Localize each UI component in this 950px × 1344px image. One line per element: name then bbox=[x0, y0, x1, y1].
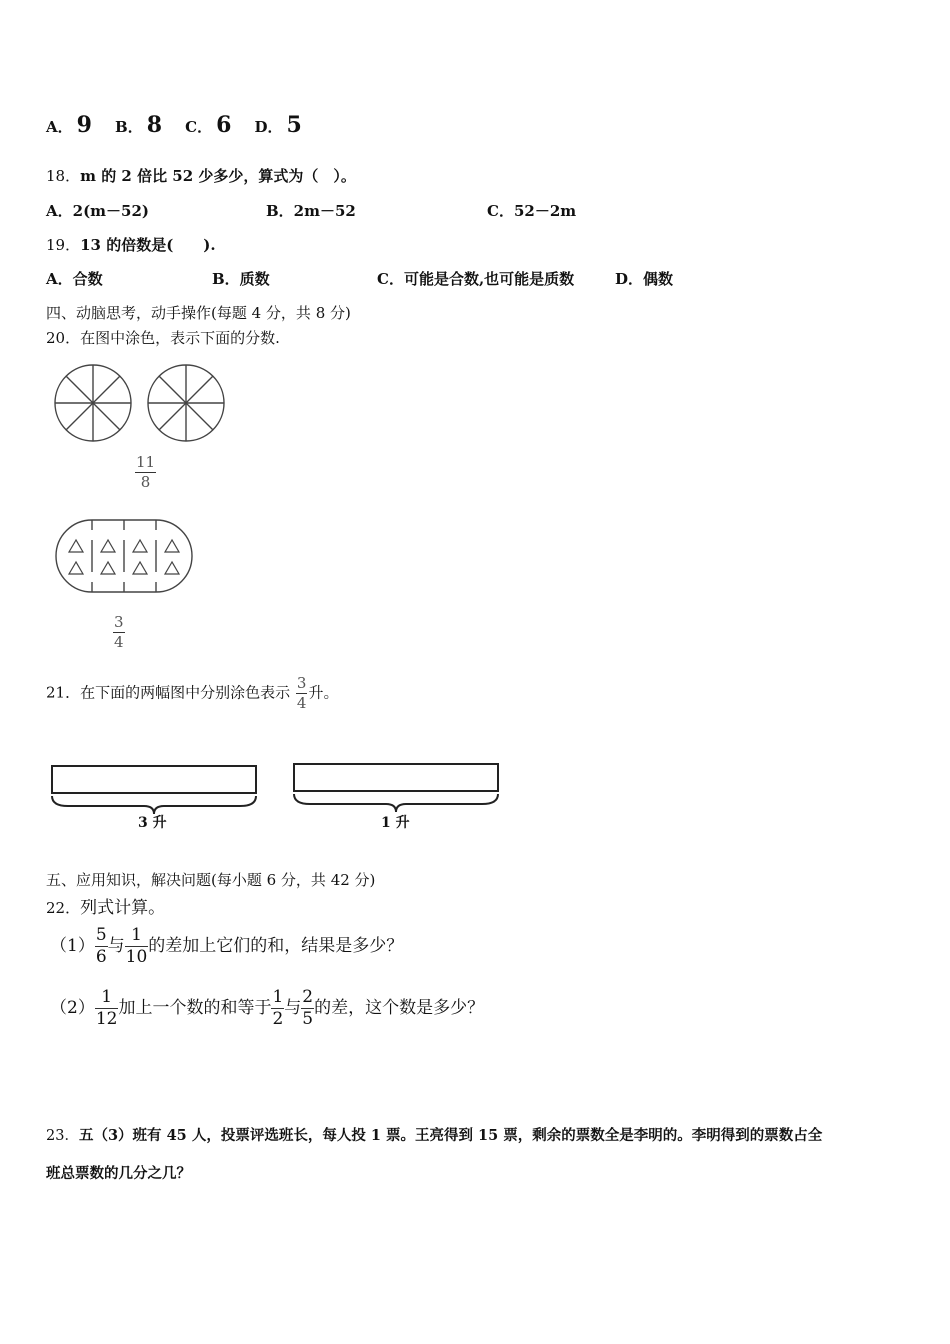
q23-line-2: 班总票数的几分之几？ bbox=[46, 1165, 191, 1182]
q20-text: 在图中涂色，表示下面的分数. bbox=[80, 329, 280, 347]
q22-part-1-fraction-2-numerator: 1 bbox=[125, 927, 149, 947]
q19-text: 13 的倍数是( ). bbox=[80, 236, 216, 254]
q20-stem bbox=[46, 327, 280, 348]
q22-part-2-mid-1: 加上一个数的和等于 bbox=[118, 998, 272, 1018]
q20-fraction-1-numerator: 11 bbox=[136, 453, 156, 471]
q17-option-c-label: C． bbox=[185, 118, 213, 136]
q23-number: 23． bbox=[46, 1128, 79, 1144]
section-4-title: 四、动脑思考，动手操作(每题 4 分，共 8 分) bbox=[46, 304, 351, 322]
q22-part-2-mid-2: 与 bbox=[284, 998, 302, 1018]
q22-part-1-fraction-1 bbox=[95, 927, 108, 966]
q18-stem bbox=[46, 165, 356, 186]
q17-option-b-label: B． bbox=[115, 118, 143, 136]
q21-number: 21． bbox=[46, 683, 81, 702]
q22-part-2-fraction-1-denominator: 12 bbox=[95, 1009, 118, 1029]
q22-text: 列式计算。 bbox=[80, 898, 166, 918]
q19-number: 19． bbox=[46, 236, 81, 254]
q22-part-2-rest: 的差，这个数是多少？ bbox=[314, 998, 485, 1018]
q19-option-a: A．合数 bbox=[46, 270, 103, 288]
circles-figure bbox=[50, 360, 250, 450]
q17-option-a-value: 9 bbox=[76, 112, 92, 138]
q22-part-1-fraction-1-numerator: 5 bbox=[95, 925, 107, 945]
bar-3-liters-label: 3 升 bbox=[138, 815, 167, 831]
bar-3-liters bbox=[52, 766, 256, 793]
brace-1-liter bbox=[294, 794, 498, 812]
q18-option-a: A．2(m－52) bbox=[46, 202, 150, 220]
q22-part-1-fraction-2-denominator: 10 bbox=[125, 947, 148, 967]
q20-fraction-1-denominator: 8 bbox=[140, 473, 151, 491]
q21-fraction bbox=[296, 676, 308, 711]
q21-text-before: 在下面的两幅图中分别涂色表示 bbox=[80, 683, 291, 702]
q19-stem bbox=[46, 234, 216, 255]
q22-part-2-fraction-1 bbox=[95, 989, 119, 1028]
q21-fraction-denominator: 4 bbox=[296, 694, 307, 712]
q22-part-2-label: （2） bbox=[50, 998, 95, 1018]
q17-option-b-value: 8 bbox=[146, 112, 163, 138]
section-5-title: 五、应用知识，解决问题(每小题 6 分，共 42 分) bbox=[46, 871, 376, 889]
q22-part-1-label: （1） bbox=[50, 936, 95, 956]
q20-fraction-1 bbox=[135, 455, 156, 490]
q18-option-b: B．2m－52 bbox=[266, 202, 356, 220]
q22-part-1-fraction-2 bbox=[125, 927, 149, 966]
q22-part-1 bbox=[50, 926, 403, 966]
circle-right bbox=[148, 365, 224, 441]
q23-text-line-1: 五（3）班有 45 人，投票评选班长，每人投 1 票。王亮得到 15 票，剩余的票数全是李明的。李明得到的票数占全 bbox=[78, 1127, 823, 1144]
q21-stem bbox=[46, 676, 338, 711]
q22-part-2 bbox=[50, 988, 484, 1028]
q17-option-a-label: A． bbox=[46, 118, 73, 136]
q20-number: 20． bbox=[46, 329, 81, 347]
bar-1-liter bbox=[294, 764, 498, 791]
q21-text-after: 升。 bbox=[308, 683, 339, 702]
q22-part-2-fraction-3 bbox=[301, 989, 314, 1028]
q22-stem bbox=[46, 893, 165, 918]
q22-part-2-fraction-2 bbox=[271, 989, 284, 1028]
q17-option-c-value: 6 bbox=[216, 112, 232, 138]
q19-option-c: C．可能是合数,也可能是质数 bbox=[377, 270, 575, 288]
q18-option-c: C．52－2m bbox=[487, 202, 577, 220]
q22-part-2-fraction-2-numerator: 1 bbox=[272, 987, 284, 1007]
q19-option-b: B．质数 bbox=[212, 270, 270, 288]
q20-fraction-2-denominator: 4 bbox=[114, 633, 124, 651]
q20-fraction-2-numerator: 3 bbox=[114, 613, 124, 631]
q22-part-2-fraction-2-denominator: 2 bbox=[272, 1009, 284, 1029]
q22-number: 22． bbox=[46, 899, 81, 917]
q18-number: 18． bbox=[46, 167, 81, 185]
q20-fraction-2 bbox=[113, 615, 125, 650]
q19-option-d: D．偶数 bbox=[615, 270, 674, 288]
q22-part-1-fraction-1-denominator: 6 bbox=[95, 947, 107, 967]
q22-part-2-fraction-3-denominator: 5 bbox=[302, 1009, 314, 1029]
bar-1-liter-label: 1 升 bbox=[381, 815, 410, 831]
q22-part-2-fraction-3-numerator: 2 bbox=[302, 987, 314, 1007]
q22-part-1-mid: 与 bbox=[107, 936, 125, 956]
q21-fraction-numerator: 3 bbox=[296, 674, 307, 692]
q17-option-d-value: 5 bbox=[286, 112, 302, 138]
q22-part-1-rest: 的差加上它们的和，结果是多少？ bbox=[148, 936, 404, 956]
bars-figure bbox=[48, 760, 518, 840]
triangle-stadium-figure bbox=[55, 518, 200, 603]
circle-left bbox=[55, 365, 131, 441]
q22-part-2-fraction-1-numerator: 1 bbox=[95, 989, 119, 1009]
q23-line-1 bbox=[46, 1124, 822, 1145]
q17-options bbox=[46, 112, 320, 138]
q18-text: m 的 2 倍比 52 少多少，算式为（ ）。 bbox=[80, 167, 356, 185]
q17-option-d-label: D． bbox=[254, 118, 283, 136]
